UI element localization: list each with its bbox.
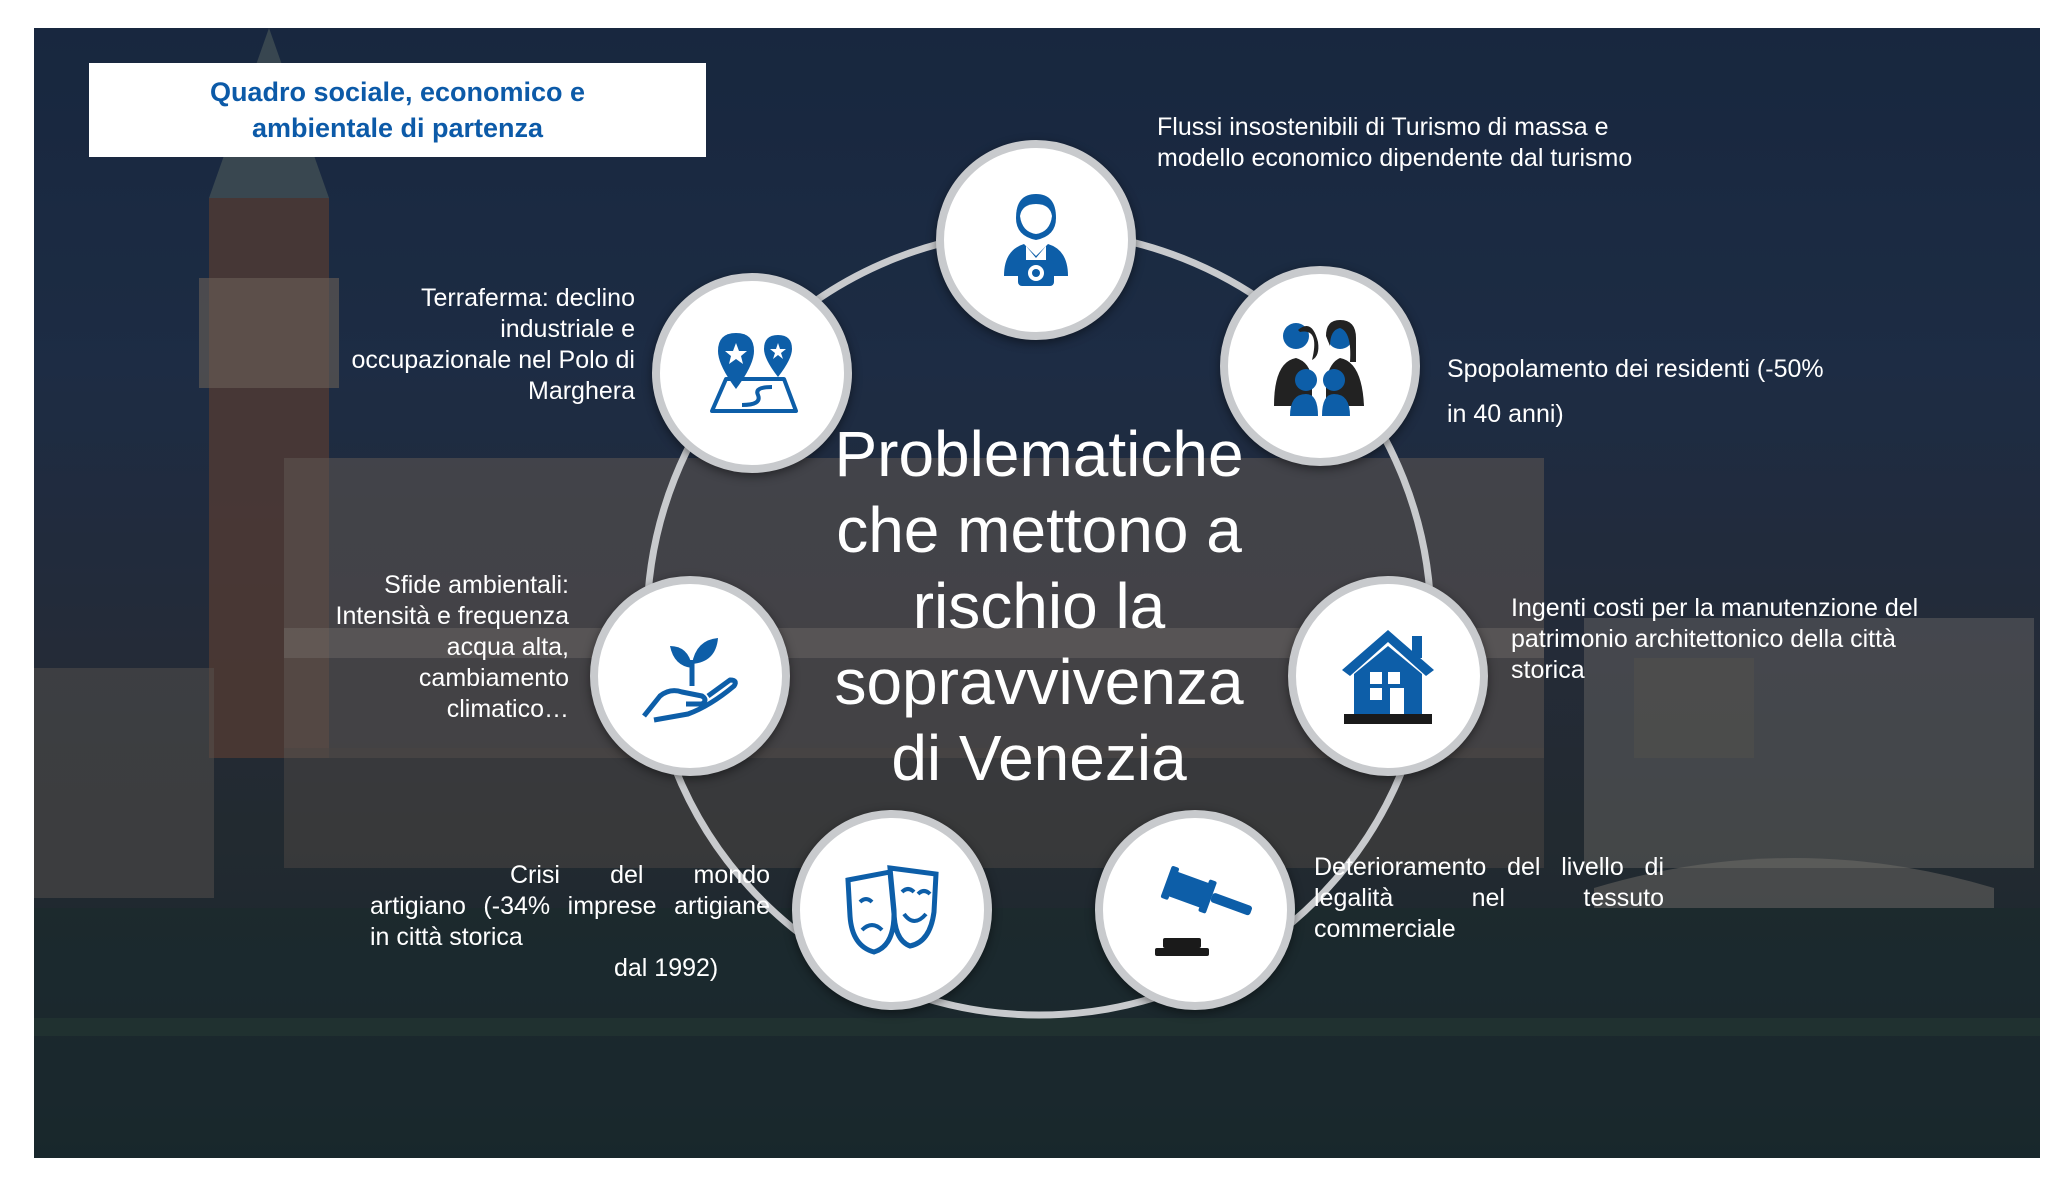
environment-line: Sfide ambientali:: [384, 571, 569, 599]
maintenance-line: storica: [1511, 656, 1585, 684]
legality-line: commerciale: [1314, 915, 1456, 943]
tourism-circle: [936, 140, 1136, 340]
tourist-camera-icon: [976, 180, 1096, 300]
environment-line: cambiamento: [418, 664, 569, 692]
map-pins-icon: [692, 313, 812, 433]
maintenance-line: patrimonio architettonico della città: [1511, 625, 1896, 653]
center-title-line: sopravvivenza: [834, 646, 1244, 718]
plant-hand-icon: [630, 616, 750, 736]
theater-masks-icon: [832, 850, 952, 970]
header-title: Quadro sociale, economico e ambientale di partenza: [209, 77, 586, 143]
tourism-line: Flussi insostenibili di Turismo di massa e: [1157, 113, 1609, 141]
environment-line: acqua alta,: [446, 633, 569, 661]
depopulation-text: [1447, 354, 1877, 430]
gavel-icon: [1135, 850, 1255, 970]
maintenance-circle: [1288, 576, 1488, 776]
center-title-line: di Venezia: [891, 722, 1187, 794]
slide: [34, 28, 2040, 1158]
crafts-line: in città storica: [370, 923, 523, 951]
environment-circle: [590, 576, 790, 776]
mainland-text: [304, 283, 635, 407]
center-title-line: Problematiche: [834, 418, 1244, 490]
maintenance-line: Ingenti costi per la manutenzione del: [1511, 594, 1919, 622]
legality-text: [1314, 852, 1664, 945]
legality-line: legalità nel tessuto: [1314, 884, 1664, 912]
center-title: [754, 416, 1324, 796]
tourism-line: modello economico dipendente dal turismo: [1157, 144, 1633, 172]
center-title-line: rischio la: [912, 570, 1166, 642]
mainland-line: Terraferma: declino: [421, 284, 635, 312]
family-group-icon: [1260, 306, 1380, 426]
legality-line: Deterioramento del livello di: [1314, 853, 1664, 881]
environment-line: Intensità e frequenza: [335, 602, 569, 630]
mainland-circle: [652, 273, 852, 473]
mainland-line: Marghera: [528, 377, 635, 405]
house-icon: [1328, 616, 1448, 736]
maintenance-text: [1511, 593, 1961, 686]
environment-text: [244, 570, 569, 725]
legality-circle: [1095, 810, 1295, 1010]
depopulation-line: Spopolamento dei residenti (-50%: [1447, 355, 1824, 383]
crafts-line: dal 1992): [614, 954, 719, 982]
depopulation-circle: [1220, 266, 1420, 466]
environment-line: climatico…: [446, 695, 569, 723]
tourism-text: [1157, 112, 1677, 174]
mainland-line: occupazionale nel Polo di: [351, 346, 635, 374]
depopulation-line: in 40 anni): [1447, 400, 1564, 428]
crafts-circle: [792, 810, 992, 1010]
mainland-line: industriale e: [500, 315, 635, 343]
crafts-line: Crisi del mondo: [510, 861, 770, 889]
crafts-text: [370, 860, 770, 984]
center-title-line: che mettono a: [836, 494, 1242, 566]
crafts-line: artigiano (-34% imprese artigiane: [370, 892, 770, 920]
